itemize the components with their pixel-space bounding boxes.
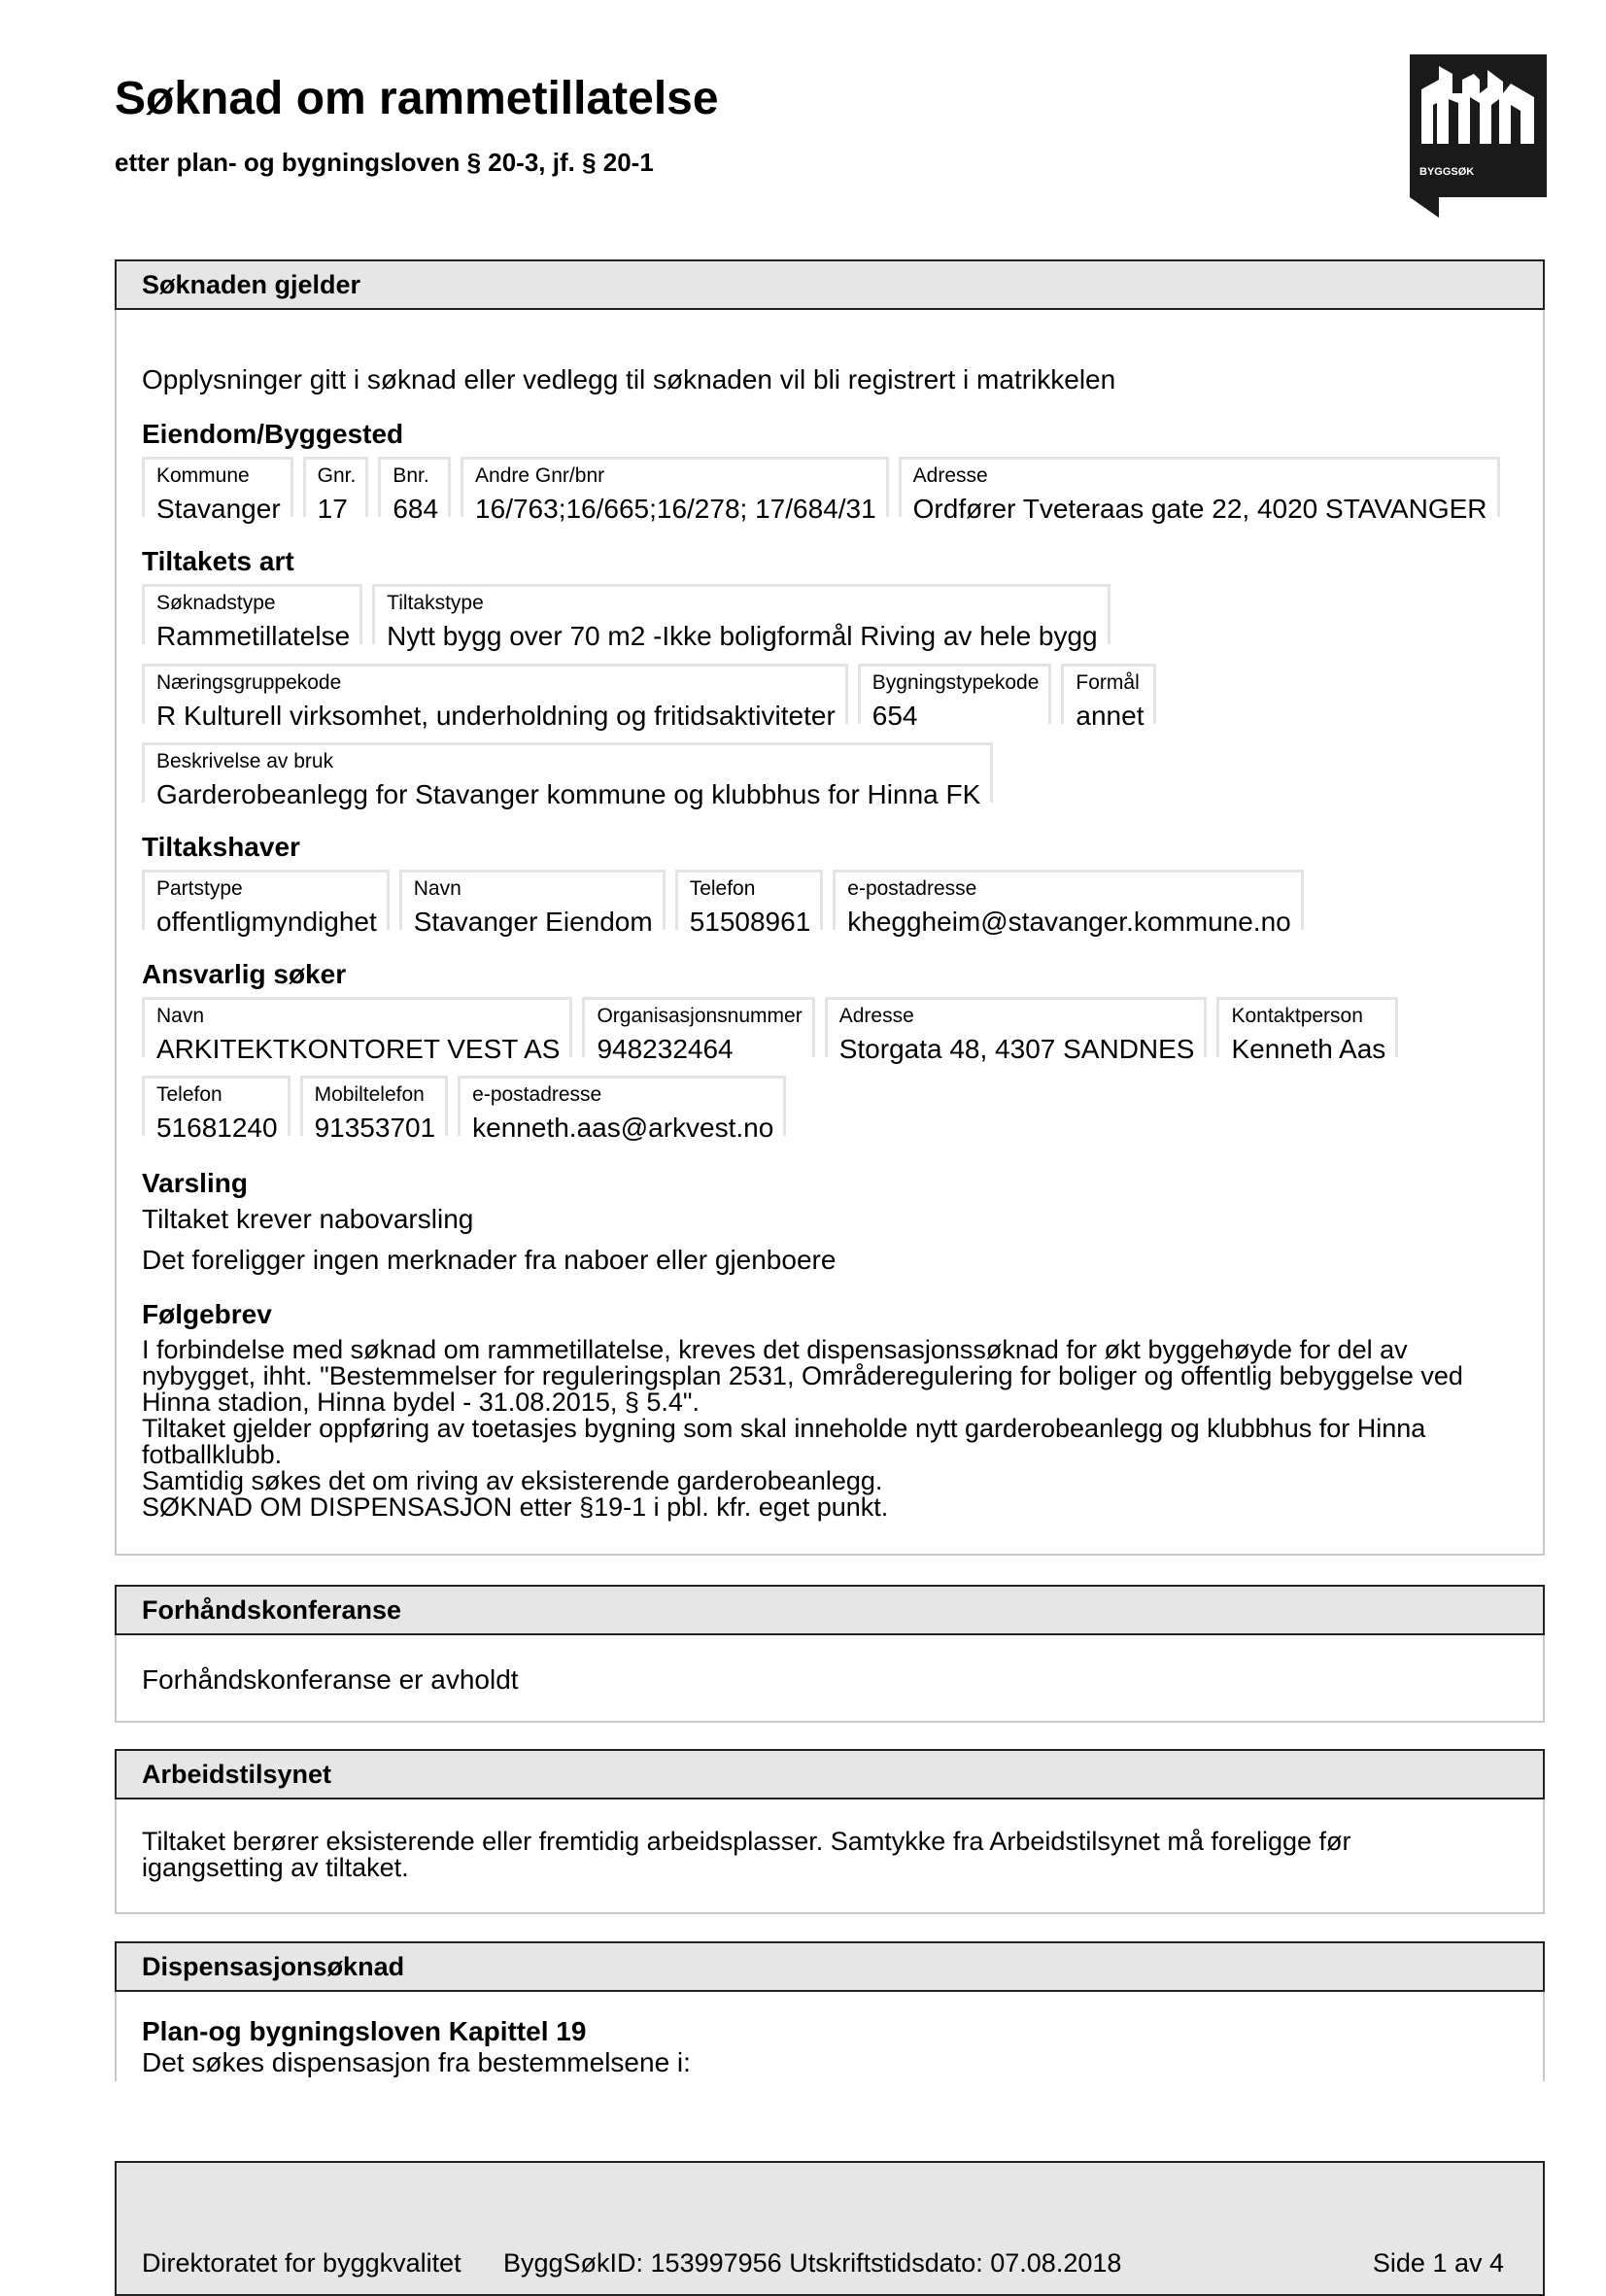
section-header-dispensation: Dispensasjonsøknad	[115, 1941, 1545, 1992]
dispensation-heading: Plan-og bygningsloven Kapittel 19	[142, 2016, 587, 2046]
applicant-heading: Ansvarlig søker	[142, 959, 347, 989]
field-owner-epost: e-postadresse kheggheim@stavanger.kommune.no	[833, 870, 1303, 930]
cover-letter-line: Hinna stadion, Hinna bydel - 31.08.2015, § 5.4".	[142, 1388, 700, 1417]
value-naeringsgruppekode: R Kulturell virksomhet, underholdning og fritidsaktiviteter	[156, 701, 836, 731]
section-header-preconference: Forhåndskonferanse	[115, 1585, 1545, 1635]
cover-letter-line: Samtidig søkes det om riving av eksisterende garderobeanlegg.	[142, 1466, 883, 1495]
notice-heading: Varsling	[142, 1168, 248, 1198]
field-applicant-telefon: Telefon 51681240	[142, 1076, 290, 1136]
cover-letter-line: fotballklubb.	[142, 1440, 283, 1469]
value-tiltakstype: Nytt bygg over 70 m2 -Ikke boligformål Riving av hele bygg	[387, 621, 1098, 651]
owner-heading: Tiltakshaver	[142, 832, 300, 862]
dispensation-text: Det søkes dispensasjon fra bestemmelsene i:	[142, 2047, 691, 2077]
owner-fields	[142, 870, 1314, 937]
labour-line: igangsetting av tiltaket.	[142, 1853, 409, 1882]
cover-letter-line: nybygget, ihht. "Bestemmelser for reguleringsplan 2531, Områderegulering for boliger og offentlig bebyggelse ved	[142, 1361, 1463, 1390]
field-gnr: Gnr. 17	[303, 457, 369, 517]
page-subtitle: etter plan- og bygningsloven § 20-3, jf. § 20-1	[115, 148, 654, 177]
value-andre-gnr-bnr: 16/763;16/665;16/278; 17/684/31	[475, 494, 876, 524]
value-applicant-telefon: 51681240	[156, 1113, 278, 1143]
value-bnr: 684	[393, 494, 439, 524]
field-adresse: Adresse Ordfører Tveteraas gate 22, 4020 STAVANGER	[899, 457, 1500, 517]
value-partstype: offentligmyndighet	[156, 907, 377, 937]
field-formal: Formål annet	[1061, 664, 1156, 724]
preconference-text: Forhåndskonferanse er avholdt	[142, 1664, 519, 1695]
field-bygningstypekode: Bygningstypekode 654	[858, 664, 1052, 724]
cover-letter-body	[142, 1337, 1521, 1521]
field-andre-gnr-bnr: Andre Gnr/bnr 16/763;16/665;16/278; 17/684/31	[461, 457, 889, 517]
cover-letter-line: I forbindelse med søknad om rammetillatelse, kreves det dispensasjonssøknad for økt byggehøyde for del av	[142, 1335, 1408, 1364]
measure-fields-3	[142, 742, 1003, 809]
field-partstype: Partstype offentligmyndighet	[142, 870, 390, 930]
cover-letter-heading: Følgebrev	[142, 1299, 272, 1329]
cover-letter-line: SØKNAD OM DISPENSASJON etter §19-1 i pbl. kfr. eget punkt.	[142, 1492, 889, 1522]
value-owner-telefon: 51508961	[689, 907, 811, 937]
value-applicant-navn: ARKITEKTKONTORET VEST AS	[156, 1034, 561, 1064]
value-applicant-adresse: Storgata 48, 4307 SANDNES	[838, 1034, 1195, 1064]
value-owner-navn: Stavanger Eiendom	[413, 907, 653, 937]
value-kontaktperson: Kenneth Aas	[1231, 1034, 1386, 1064]
property-fields	[142, 457, 1510, 524]
field-applicant-epost: e-postadresse kenneth.aas@arkvest.no	[458, 1076, 786, 1136]
measure-heading: Tiltakets art	[142, 546, 294, 576]
field-organisasjonsnummer: Organisasjonsnummer 948232464	[582, 997, 814, 1057]
footer-id: ByggSøkID: 153997956 Utskriftstidsdato: 07.08.2018	[503, 2248, 1122, 2278]
notice-line-2: Det foreligger ingen merknader fra naboer eller gjenboere	[142, 1245, 837, 1275]
value-formal: annet	[1076, 701, 1145, 731]
field-soknadstype: Søknadstype Rammetillatelse	[142, 584, 362, 644]
byggsok-logo	[1410, 54, 1547, 220]
section-header-labour: Arbeidstilsynet	[115, 1749, 1545, 1799]
field-kommune: Kommune Stavanger	[142, 457, 293, 517]
page-footer	[115, 2161, 1545, 2296]
value-organisasjonsnummer: 948232464	[597, 1034, 734, 1064]
footer-org: Direktoratet for byggkvalitet	[142, 2248, 461, 2278]
field-mobiltelefon: Mobiltelefon 91353701	[300, 1076, 449, 1136]
field-applicant-adresse: Adresse Storgata 48, 4307 SANDNES	[825, 997, 1208, 1057]
value-soknadstype: Rammetillatelse	[156, 621, 351, 651]
property-heading: Eiendom/Byggested	[142, 419, 404, 449]
section-header-applies: Søknaden gjelder	[115, 259, 1545, 310]
value-beskrivelse-av-bruk: Garderobeanlegg for Stavanger kommune og klubbhus for Hinna FK	[156, 779, 981, 809]
field-applicant-navn: Navn ARKITEKTKONTORET VEST AS	[142, 997, 572, 1057]
value-gnr: 17	[317, 494, 348, 524]
field-kontaktperson: Kontaktperson Kenneth Aas	[1216, 997, 1398, 1057]
svg-text:BYGGSØK: BYGGSØK	[1419, 166, 1475, 178]
footer-page: Side 1 av 4	[1372, 2248, 1504, 2278]
page-title: Søknad om rammetillatelse	[115, 73, 719, 124]
measure-fields-2	[142, 664, 1166, 731]
value-mobiltelefon: 91353701	[314, 1113, 436, 1143]
field-owner-navn: Navn Stavanger Eiendom	[399, 870, 666, 930]
cover-letter-line: Tiltaket gjelder oppføring av toetasjes bygning som skal inneholde nytt garderobeanlegg og klubbhus for Hinna	[142, 1414, 1426, 1443]
value-bygningstypekode: 654	[871, 701, 918, 731]
labour-line: Tiltaket berører eksisterende eller fremtidig arbeidsplasser. Samtykke fra Arbeidstilsynet må foreligge før	[142, 1827, 1351, 1856]
value-owner-epost: kheggheim@stavanger.kommune.no	[847, 907, 1291, 937]
registration-intro: Opplysninger gitt i søknad eller vedlegg til søknaden vil bli registrert i matrikkelen	[142, 364, 1116, 394]
field-beskrivelse-av-bruk: Beskrivelse av bruk Garderobeanlegg for Stavanger kommune og klubbhus for Hinna FK	[142, 742, 993, 803]
applicant-fields-1	[142, 997, 1408, 1064]
labour-text	[142, 1829, 1521, 1881]
value-adresse: Ordfører Tveteraas gate 22, 4020 STAVANGER	[912, 494, 1487, 524]
notice-line-1: Tiltaket krever nabovarsling	[142, 1204, 474, 1234]
field-owner-telefon: Telefon 51508961	[675, 870, 824, 930]
measure-fields-1	[142, 584, 1120, 651]
field-tiltakstype: Tiltakstype Nytt bygg over 70 m2 -Ikke boligformål Riving av hele bygg	[372, 584, 1110, 644]
applicant-fields-2	[142, 1076, 796, 1143]
field-naeringsgruppekode: Næringsgruppekode R Kulturell virksomhet, underholdning og fritidsaktiviteter	[142, 664, 848, 724]
field-bnr: Bnr. 684	[378, 457, 451, 517]
value-kommune: Stavanger	[156, 494, 281, 524]
value-applicant-epost: kenneth.aas@arkvest.no	[472, 1113, 774, 1143]
